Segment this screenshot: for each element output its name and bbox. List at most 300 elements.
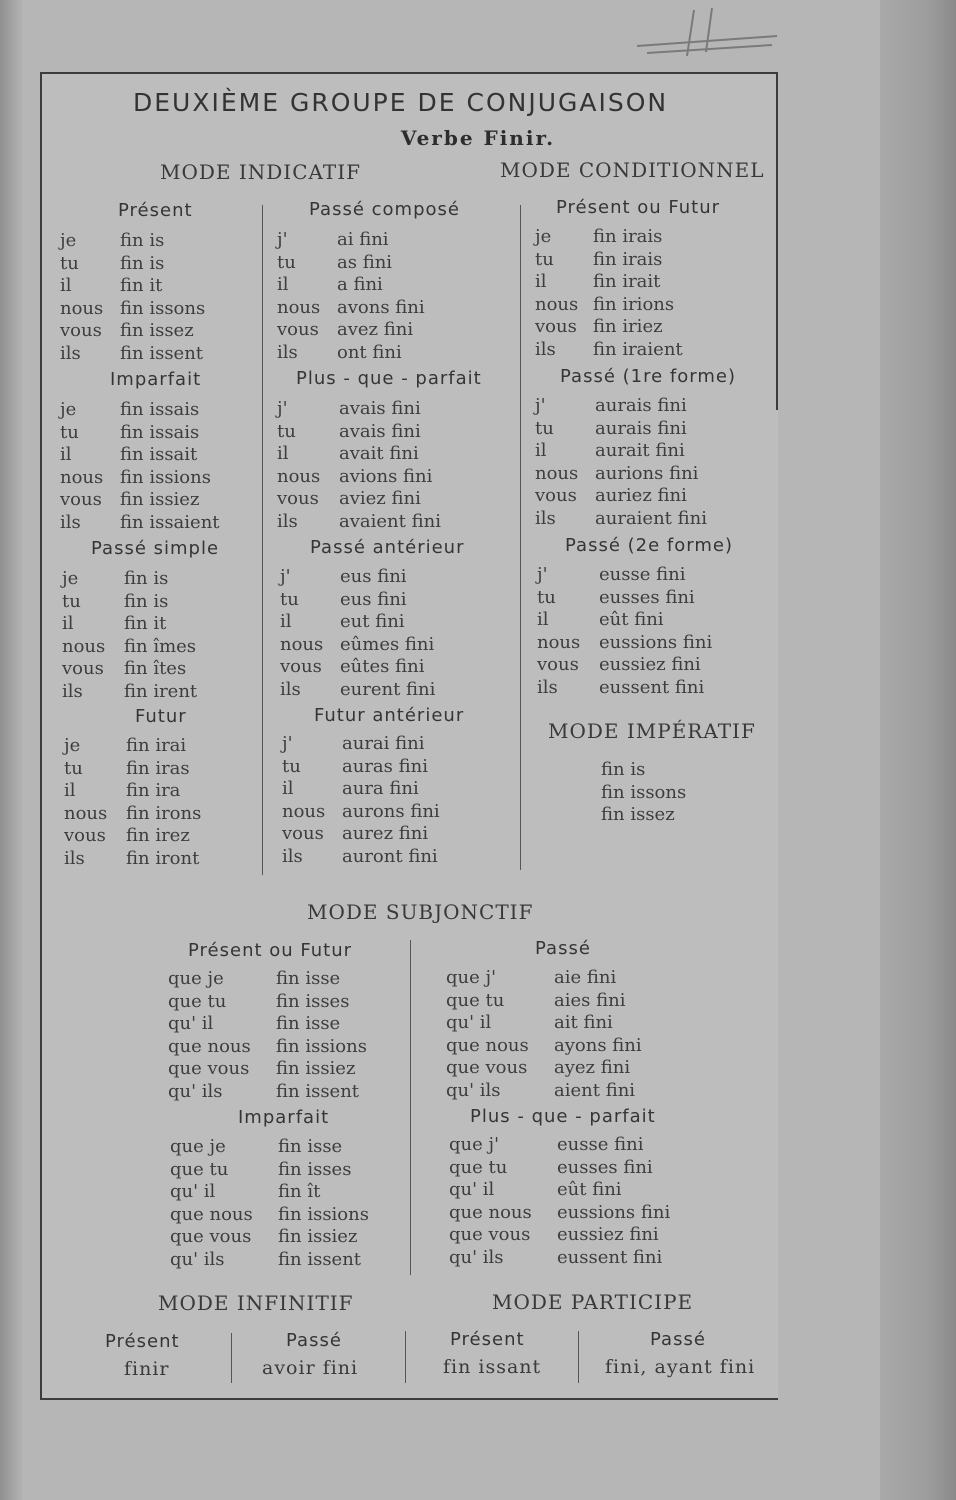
pronoun: ils bbox=[280, 678, 301, 700]
heading-plus-que-parfait: Plus - que - parfait bbox=[296, 368, 482, 389]
conjugation-row bbox=[537, 654, 712, 677]
pronoun: vous bbox=[62, 658, 104, 679]
conditionnel-present-list bbox=[535, 226, 683, 361]
conjugation-row bbox=[535, 226, 683, 249]
pronoun: que nous bbox=[170, 1203, 253, 1225]
pronoun: ils bbox=[537, 676, 558, 698]
verb-form: aurai fini bbox=[342, 733, 425, 754]
verb-form: aurais fini bbox=[595, 395, 687, 416]
pronoun: j' bbox=[537, 564, 548, 585]
imperatif-list bbox=[601, 759, 686, 827]
conjugation-row bbox=[446, 990, 642, 1013]
verb-form: avions fini bbox=[339, 465, 433, 487]
heading-futur: Futur bbox=[135, 706, 187, 727]
pronoun: tu bbox=[64, 757, 83, 779]
conjugation-row bbox=[60, 343, 205, 366]
verb-form: eût fini bbox=[557, 1179, 622, 1200]
verb-form: auront fini bbox=[342, 845, 438, 867]
verb-form: fin issons bbox=[120, 297, 206, 319]
mode-infinitif: MODE INFINITIF bbox=[158, 1291, 354, 1315]
conjugation-row bbox=[446, 1057, 642, 1080]
verb-form: eussiez fini bbox=[599, 654, 701, 675]
verb-form: eûmes fini bbox=[340, 633, 435, 655]
conjugation-row bbox=[60, 467, 220, 490]
conjugation-row bbox=[537, 587, 712, 610]
conjugation-row bbox=[170, 1204, 369, 1227]
page-right-edge bbox=[880, 0, 956, 1500]
verb-form: aurait fini bbox=[595, 440, 685, 461]
conjugation-row bbox=[60, 253, 205, 276]
verb-form: aies fini bbox=[554, 989, 626, 1011]
conjugation-row bbox=[280, 656, 435, 679]
pronoun: que tu bbox=[446, 989, 505, 1011]
verb-form: auras fini bbox=[342, 755, 428, 777]
verb-form: fin isse bbox=[276, 968, 341, 989]
verb-form: avais fini bbox=[339, 398, 421, 419]
page-title: DEUXIÈME GROUPE DE CONJUGAISON bbox=[133, 88, 669, 117]
heading-cond-passe2: Passé (2e forme) bbox=[565, 535, 733, 556]
pronoun: il bbox=[535, 440, 547, 461]
conjugation-row bbox=[449, 1157, 670, 1180]
conjugation-row bbox=[64, 803, 201, 826]
conjugation-row bbox=[62, 613, 197, 636]
verb-form: auriez fini bbox=[595, 485, 687, 506]
subjonctif-imparfait-list bbox=[170, 1136, 369, 1271]
conjugation-row bbox=[449, 1247, 670, 1270]
pronoun: ils bbox=[60, 511, 81, 533]
conjugation-row bbox=[446, 1035, 642, 1058]
verb-form: fin irais bbox=[593, 226, 663, 247]
pronoun: que tu bbox=[170, 1158, 229, 1180]
pronoun: que vous bbox=[446, 1057, 528, 1078]
indicatif-passe-simple-list bbox=[62, 568, 197, 703]
conjugation-row bbox=[277, 398, 441, 421]
infinitif-passe-value: avoir fini bbox=[262, 1357, 359, 1379]
pronoun: qu' il bbox=[170, 1181, 216, 1202]
verb-form: fin issent bbox=[120, 342, 204, 364]
participe-passe-value: fini, ayant fini bbox=[605, 1356, 756, 1378]
verb-form: fin îmes bbox=[124, 635, 197, 657]
conjugation-row bbox=[60, 422, 220, 445]
verb-form: fin issiez bbox=[120, 489, 200, 510]
verb-form: ait fini bbox=[554, 1012, 613, 1033]
verb-form: ai fini bbox=[337, 229, 389, 250]
pronoun: nous bbox=[64, 802, 108, 824]
pronoun: qu' ils bbox=[168, 1080, 223, 1102]
verb-form: avons fini bbox=[337, 296, 425, 318]
conjugation-row bbox=[62, 591, 197, 614]
pronoun: nous bbox=[537, 631, 581, 653]
pronoun: ils bbox=[535, 507, 556, 529]
pronoun: qu' il bbox=[446, 1012, 492, 1033]
pronoun: tu bbox=[280, 588, 299, 610]
conditionnel-passe2-list bbox=[537, 564, 712, 699]
conjugation-row bbox=[60, 275, 205, 298]
verb-form: eut fini bbox=[340, 611, 405, 632]
indicatif-passe-anterieur-list bbox=[280, 566, 435, 701]
verb-form: fin issez bbox=[120, 320, 194, 341]
subjonctif-present-list bbox=[168, 968, 367, 1103]
conjugation-row bbox=[168, 968, 367, 991]
participe-passe-label: Passé bbox=[650, 1329, 706, 1350]
verb-form: fin is bbox=[124, 590, 169, 612]
indicatif-pqp-list bbox=[277, 398, 441, 533]
pronoun: que j' bbox=[446, 967, 497, 988]
verb-form: eûtes fini bbox=[340, 656, 425, 677]
pronoun: il bbox=[62, 613, 74, 634]
pronoun: j' bbox=[277, 229, 288, 250]
conjugation-row bbox=[64, 848, 201, 871]
verb-form: eurent fini bbox=[340, 678, 436, 700]
conjugation-row bbox=[535, 463, 707, 486]
verb-form: fin issait bbox=[120, 444, 198, 465]
subjonctif-passe-list bbox=[446, 967, 642, 1102]
conjugation-row bbox=[535, 485, 707, 508]
pronoun: j' bbox=[282, 733, 293, 754]
pronoun: je bbox=[64, 735, 81, 756]
conjugation-row bbox=[60, 298, 205, 321]
verb-form: fin iraient bbox=[593, 338, 683, 360]
verb-subtitle: Verbe Finir. bbox=[400, 126, 556, 150]
conjugation-row bbox=[60, 399, 220, 422]
conjugation-row bbox=[277, 421, 441, 444]
pronoun: tu bbox=[535, 248, 554, 270]
verb-form: fin irez bbox=[126, 825, 190, 846]
verb-form: avais fini bbox=[339, 420, 421, 442]
conjugation-row bbox=[446, 1080, 642, 1103]
conjugation-row bbox=[170, 1136, 369, 1159]
verb-form: fin isse bbox=[276, 1013, 341, 1034]
pronoun: vous bbox=[64, 825, 106, 846]
verb-form: eussent fini bbox=[557, 1246, 663, 1268]
mode-imperatif: MODE IMPÉRATIF bbox=[548, 719, 756, 743]
verb-form: eus fini bbox=[340, 566, 407, 587]
verb-form: ont fini bbox=[337, 341, 402, 363]
conjugation-row bbox=[277, 274, 425, 297]
verb-form: fin issiez bbox=[276, 1058, 356, 1079]
pronoun: j' bbox=[280, 566, 291, 587]
conjugation-row bbox=[277, 443, 441, 466]
pronoun: que tu bbox=[168, 990, 227, 1012]
pronoun: nous bbox=[60, 297, 104, 319]
conjugation-row bbox=[535, 395, 707, 418]
conjugation-row bbox=[168, 1058, 367, 1081]
conjugation-row bbox=[535, 271, 683, 294]
heading-cond-passe1: Passé (1re forme) bbox=[560, 366, 736, 387]
pronoun: je bbox=[60, 399, 77, 420]
conjugation-row bbox=[535, 508, 707, 531]
pronoun: ils bbox=[62, 680, 83, 702]
conjugation-row bbox=[282, 823, 440, 846]
conjugation-row bbox=[168, 1036, 367, 1059]
conjugation-row bbox=[60, 230, 205, 253]
conjugation-row bbox=[537, 677, 712, 700]
conjugation-row bbox=[277, 319, 425, 342]
verb-form: avait fini bbox=[339, 443, 419, 464]
conjugation-row bbox=[535, 440, 707, 463]
pronoun: tu bbox=[537, 586, 556, 608]
conjugation-row bbox=[62, 658, 197, 681]
verb-form: fin is bbox=[124, 568, 169, 589]
pronoun: vous bbox=[277, 319, 319, 340]
pronoun: vous bbox=[280, 656, 322, 677]
pronoun: il bbox=[535, 271, 547, 292]
conjugation-row bbox=[62, 568, 197, 591]
verb-form: fin iras bbox=[126, 757, 190, 779]
column-divider bbox=[578, 1331, 579, 1383]
heading-present: Présent bbox=[118, 200, 193, 221]
verb-form: aie fini bbox=[554, 967, 617, 988]
indicatif-futur-list bbox=[64, 735, 201, 870]
column-divider bbox=[231, 1333, 232, 1383]
pronoun: il bbox=[282, 778, 294, 799]
conjugation-row bbox=[280, 634, 435, 657]
pronoun: nous bbox=[60, 466, 104, 488]
verb-form: fin iriez bbox=[593, 316, 663, 337]
conjugation-row bbox=[282, 801, 440, 824]
pronoun: je bbox=[535, 226, 552, 247]
verb-form: fin issions bbox=[278, 1203, 369, 1225]
verb-form: ayons fini bbox=[554, 1034, 642, 1056]
imperatif-row: fin issons bbox=[601, 781, 687, 803]
conjugation-row bbox=[277, 229, 425, 252]
conjugation-row bbox=[535, 294, 683, 317]
conjugation-row bbox=[170, 1226, 369, 1249]
verb-form: fin is bbox=[120, 230, 165, 251]
conjugation-row bbox=[62, 681, 197, 704]
conjugation-row bbox=[64, 780, 201, 803]
verb-form: eus fini bbox=[340, 588, 407, 610]
conjugation-row bbox=[277, 488, 441, 511]
verb-form: avaient fini bbox=[339, 510, 441, 532]
conjugation-row bbox=[282, 756, 440, 779]
column-divider bbox=[410, 940, 411, 1275]
verb-form: fin îtes bbox=[124, 658, 187, 679]
conjugation-row bbox=[277, 252, 425, 275]
verb-form: fin isse bbox=[278, 1136, 343, 1157]
heading-passe-anterieur: Passé antérieur bbox=[310, 537, 465, 558]
conjugation-row bbox=[62, 636, 197, 659]
conjugation-row bbox=[277, 297, 425, 320]
pronoun: nous bbox=[277, 296, 321, 318]
pronoun: tu bbox=[60, 252, 79, 274]
conjugation-row bbox=[449, 1224, 670, 1247]
pronoun: j' bbox=[277, 398, 288, 419]
pronoun: qu' il bbox=[168, 1013, 214, 1034]
pronoun: vous bbox=[535, 316, 577, 337]
pronoun: que tu bbox=[449, 1156, 508, 1178]
verb-form: fin issiez bbox=[278, 1226, 358, 1247]
indicatif-futur-anterieur-list bbox=[282, 733, 440, 868]
pronoun: nous bbox=[535, 462, 579, 484]
verb-form: fin it bbox=[124, 613, 167, 634]
conjugation-row bbox=[537, 632, 712, 655]
verb-form: fin issent bbox=[278, 1248, 362, 1270]
heading-subj-present: Présent ou Futur bbox=[188, 940, 353, 961]
infinitif-present-label: Présent bbox=[105, 1331, 180, 1352]
pronoun: qu' il bbox=[449, 1179, 495, 1200]
pronoun: tu bbox=[277, 420, 296, 442]
conjugation-row bbox=[535, 418, 707, 441]
pronoun: il bbox=[64, 780, 76, 801]
heading-passe-simple: Passé simple bbox=[91, 538, 220, 559]
verb-form: fin isses bbox=[276, 990, 350, 1012]
pronoun: il bbox=[537, 609, 549, 630]
verb-form: aura fini bbox=[342, 778, 419, 799]
mode-conditionnel: MODE CONDITIONNEL bbox=[500, 158, 765, 182]
conjugation-row bbox=[282, 733, 440, 756]
verb-form: eusses fini bbox=[557, 1156, 653, 1178]
pronoun: que nous bbox=[446, 1034, 529, 1056]
verb-form: fin it bbox=[120, 275, 163, 296]
verb-form: eussiez fini bbox=[557, 1224, 659, 1245]
pronoun: il bbox=[60, 275, 72, 296]
verb-form: eussions fini bbox=[599, 631, 713, 653]
indicatif-passe-compose-list bbox=[277, 229, 425, 364]
pronoun: nous bbox=[280, 633, 324, 655]
conjugation-row bbox=[170, 1159, 369, 1182]
conjugation-row bbox=[446, 1012, 642, 1035]
panel-border bbox=[776, 72, 778, 410]
pronoun: que nous bbox=[168, 1035, 251, 1057]
heading-cond-present: Présent ou Futur bbox=[556, 197, 721, 218]
pronoun: tu bbox=[535, 417, 554, 439]
verb-form: fin irai bbox=[126, 735, 187, 756]
conjugation-row bbox=[282, 846, 440, 869]
verb-form: aurons fini bbox=[342, 800, 440, 822]
heading-futur-anterieur: Futur antérieur bbox=[314, 705, 465, 726]
conjugation-row bbox=[168, 1013, 367, 1036]
verb-form: aient fini bbox=[554, 1079, 636, 1101]
conjugation-row bbox=[280, 566, 435, 589]
pronoun: que j' bbox=[449, 1134, 500, 1155]
heading-imparfait: Imparfait bbox=[110, 369, 202, 390]
verb-form: fin issaient bbox=[120, 511, 220, 533]
conjugation-row bbox=[64, 735, 201, 758]
pronoun: il bbox=[277, 443, 289, 464]
conjugation-row bbox=[280, 679, 435, 702]
verb-form: eusses fini bbox=[599, 586, 695, 608]
heading-passe-compose: Passé composé bbox=[309, 199, 460, 220]
pronoun: je bbox=[62, 568, 79, 589]
pronoun: nous bbox=[62, 635, 106, 657]
pronoun: ils bbox=[277, 341, 298, 363]
verb-form: fin issions bbox=[120, 466, 211, 488]
pronoun: il bbox=[277, 274, 289, 295]
verb-form: aurions fini bbox=[595, 462, 699, 484]
pronoun: vous bbox=[277, 488, 319, 509]
verb-form: fin ira bbox=[126, 780, 181, 801]
verb-form: fin issais bbox=[120, 421, 200, 443]
pronoun: qu' ils bbox=[449, 1246, 504, 1268]
pronoun: nous bbox=[277, 465, 321, 487]
verb-form: fin is bbox=[120, 252, 165, 274]
pronoun: tu bbox=[282, 755, 301, 777]
conjugation-row bbox=[277, 511, 441, 534]
pronoun: que vous bbox=[449, 1224, 531, 1245]
pronoun: nous bbox=[535, 293, 579, 315]
verb-form: fin irons bbox=[126, 802, 202, 824]
verb-form: eusse fini bbox=[599, 564, 686, 585]
pronoun: vous bbox=[537, 654, 579, 675]
subjonctif-pqp-list bbox=[449, 1134, 670, 1269]
conjugation-row bbox=[277, 466, 441, 489]
infinitif-present-value: finir bbox=[124, 1358, 170, 1380]
imperatif-row: fin is bbox=[601, 759, 646, 780]
conjugation-row bbox=[60, 444, 220, 467]
pronoun: que vous bbox=[170, 1226, 252, 1247]
conjugation-row bbox=[537, 609, 712, 632]
verb-form: eût fini bbox=[599, 609, 664, 630]
verb-form: fin iront bbox=[126, 847, 200, 869]
pronoun: je bbox=[60, 230, 77, 251]
mode-participe: MODE PARTICIPE bbox=[492, 1290, 694, 1314]
mode-indicatif: MODE INDICATIF bbox=[160, 160, 361, 184]
conjugation-row bbox=[60, 512, 220, 535]
pronoun: tu bbox=[62, 590, 81, 612]
pronoun: vous bbox=[282, 823, 324, 844]
conjugation-row bbox=[64, 758, 201, 781]
conjugation-row bbox=[449, 1202, 670, 1225]
conjugation-row bbox=[446, 967, 642, 990]
mode-subjonctif: MODE SUBJONCTIF bbox=[307, 900, 534, 924]
verb-form: fin isses bbox=[278, 1158, 352, 1180]
pronoun: ils bbox=[535, 338, 556, 360]
conjugation-row bbox=[60, 320, 205, 343]
verb-form: eussent fini bbox=[599, 676, 705, 698]
imperatif-row: fin issez bbox=[601, 804, 675, 825]
pronoun: il bbox=[60, 444, 72, 465]
conjugation-row bbox=[170, 1249, 369, 1272]
heading-subj-pqp: Plus - que - parfait bbox=[470, 1106, 656, 1127]
verb-form: fin irais bbox=[593, 248, 663, 270]
conjugation-row bbox=[535, 316, 683, 339]
conjugation-row bbox=[168, 1081, 367, 1104]
conjugation-row bbox=[535, 249, 683, 272]
verb-form: fin irait bbox=[593, 271, 661, 292]
verb-form: auraient fini bbox=[595, 507, 707, 529]
pronoun: vous bbox=[535, 485, 577, 506]
conjugation-row bbox=[537, 564, 712, 587]
pronoun: j' bbox=[535, 395, 546, 416]
pronoun: qu' ils bbox=[170, 1248, 225, 1270]
pronoun: que je bbox=[168, 968, 224, 989]
pronoun: tu bbox=[60, 421, 79, 443]
pronoun: que je bbox=[170, 1136, 226, 1157]
conjugation-row bbox=[449, 1179, 670, 1202]
conjugation-row bbox=[280, 589, 435, 612]
pronoun: ils bbox=[277, 510, 298, 532]
pronoun: nous bbox=[282, 800, 326, 822]
verb-form: eusse fini bbox=[557, 1134, 644, 1155]
pronoun: que vous bbox=[168, 1058, 250, 1079]
pronoun: qu' ils bbox=[446, 1079, 501, 1101]
verb-form: ayez fini bbox=[554, 1057, 631, 1078]
conjugation-row bbox=[277, 342, 425, 365]
verb-form: fin issions bbox=[276, 1035, 367, 1057]
verb-form: eussions fini bbox=[557, 1201, 671, 1223]
conjugation-row bbox=[449, 1134, 670, 1157]
participe-present-label: Présent bbox=[450, 1329, 525, 1350]
verb-form: aurez fini bbox=[342, 823, 429, 844]
indicatif-imparfait-list bbox=[60, 399, 220, 534]
conjugation-row bbox=[282, 778, 440, 801]
page-left-edge bbox=[0, 0, 22, 1500]
verb-form: fin ît bbox=[278, 1181, 321, 1202]
pronoun: ils bbox=[60, 342, 81, 364]
infinitif-passe-label: Passé bbox=[286, 1330, 342, 1351]
participe-present-value: fin issant bbox=[443, 1356, 542, 1378]
